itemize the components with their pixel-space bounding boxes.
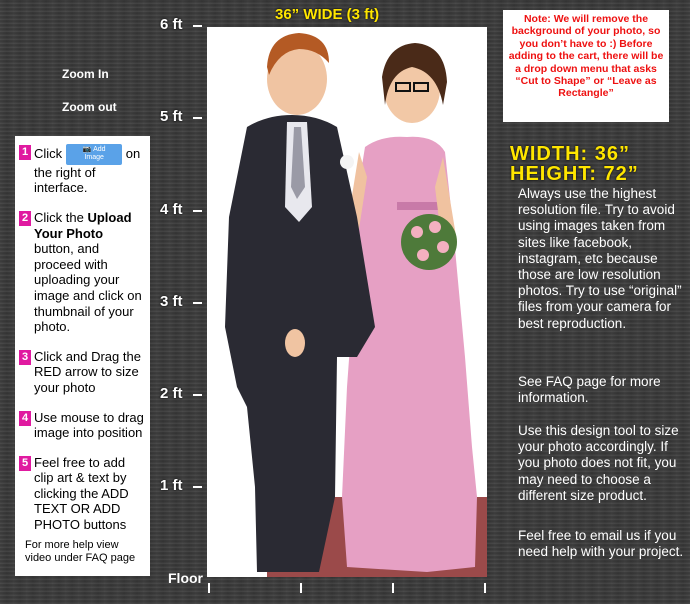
email-tip: Feel free to email us if you need help with your project. — [518, 528, 684, 560]
faq-tip: See FAQ page for more information. — [518, 374, 661, 406]
upload-your-photo-text: Upload Your Photo — [34, 209, 132, 241]
ruler-label-1ft: 1 ft — [160, 477, 183, 494]
ruler-label-2ft: 2 ft — [160, 385, 183, 402]
ruler-label-5ft: 5 ft — [160, 108, 183, 125]
ruler-tick — [193, 486, 202, 488]
zoom-out-button[interactable]: Zoom out — [62, 100, 117, 114]
canvas-width-label: 36” WIDE (3 ft) — [275, 6, 380, 23]
uploaded-photo[interactable] — [207, 27, 487, 577]
ruler-label-3ft: 3 ft — [160, 293, 183, 310]
floor-label: Floor — [168, 570, 203, 586]
instructions-panel — [15, 136, 150, 576]
step-3 — [19, 349, 144, 396]
step-number: 3 — [19, 350, 31, 365]
step-number: 1 — [19, 145, 31, 160]
step-1-text-end: on the right of interface. — [34, 145, 141, 196]
floor-tick — [484, 583, 486, 593]
background-removal-note: Note: We will remove the background of your photo, so you don’t have to :) Before adding to the cart, there will be a drop down menu that asks “Cut to Shape” or “Leave as Rectangle” — [503, 10, 669, 122]
resolution-tip: Always use the highest resolution file. Try to avoid using images taken from sites like facebook, instagram, etc because those are low resolution photos. Try to use “original” files from your camera for best reproduction. — [518, 186, 682, 331]
step-2-text: Click the — [34, 209, 88, 225]
step-number: 4 — [19, 411, 31, 426]
zoom-in-button[interactable]: Zoom In — [62, 67, 109, 81]
step-2 — [19, 210, 144, 335]
floor-tick — [300, 583, 302, 593]
help-text: For more help view video under FAQ page — [25, 538, 136, 564]
floor-tick — [208, 583, 210, 593]
step-4-text: Use mouse to drag image into position — [34, 409, 144, 441]
step-number: 2 — [19, 211, 31, 226]
step-2-text-end: button, and proceed with uploading your image and click on thumbnail of your photo. — [34, 241, 142, 335]
sizing-tip: Use this design tool to size your photo accordingly. If you photo does not fit, you may need to choose a different size product. — [518, 423, 679, 503]
ruler-tick — [193, 25, 202, 27]
ruler-label-4ft: 4 ft — [160, 201, 183, 218]
height-dimension: HEIGHT: 72” — [510, 163, 639, 185]
photo-canvas[interactable] — [207, 27, 487, 577]
ruler-tick — [193, 302, 202, 304]
floor-tick — [392, 583, 394, 593]
ruler-tick — [193, 117, 202, 119]
ruler-tick — [193, 210, 202, 212]
step-3-text: Click and Drag the RED arrow to size your photo — [34, 348, 141, 395]
step-4 — [19, 410, 144, 441]
step-1-text: Click — [34, 145, 63, 161]
step-5-text: Feel free to add clip art & text by clicking the ADD TEXT OR ADD PHOTO buttons — [34, 454, 129, 533]
ruler-label-6ft: 6 ft — [160, 16, 183, 33]
step-number: 5 — [19, 456, 31, 471]
ruler-tick — [193, 394, 202, 396]
add-image-button[interactable]: 📷 Add Image — [66, 144, 122, 165]
step-5 — [19, 455, 144, 533]
step-1 — [19, 144, 144, 196]
width-dimension: WIDTH: 36” — [510, 143, 630, 165]
add-image-button-label: Add Image — [84, 146, 106, 162]
